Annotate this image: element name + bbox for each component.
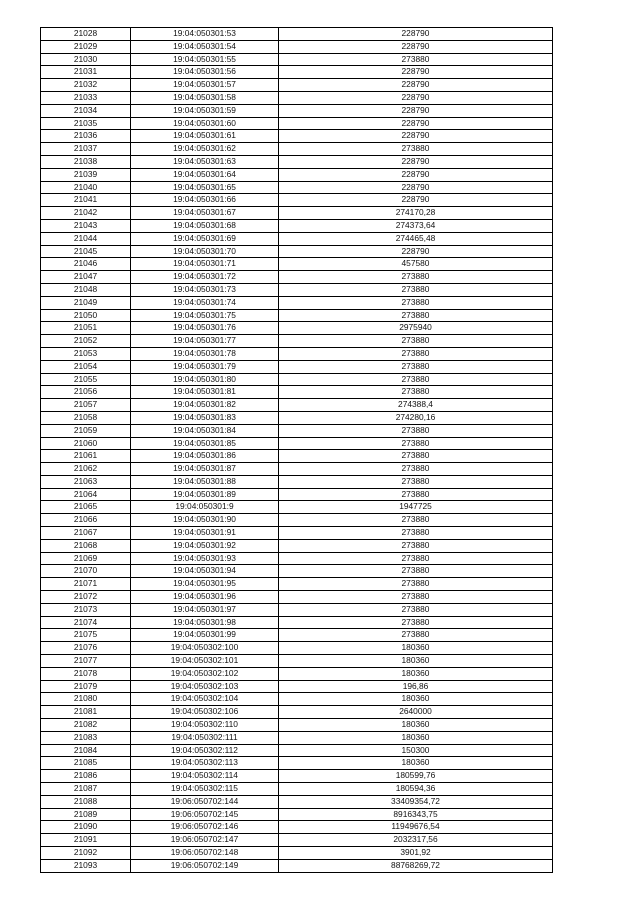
table-row: [41, 783, 553, 796]
row-number-cell: 21034: [41, 104, 131, 117]
value-cell: 273880: [279, 578, 553, 591]
cadastral-number-cell: 19:04:050301:86: [131, 450, 279, 463]
row-number-cell: 21049: [41, 296, 131, 309]
table-row: [41, 539, 553, 552]
cadastral-number-cell: 19:04:050302:101: [131, 655, 279, 668]
cadastral-number-cell: 19:06:050702:146: [131, 821, 279, 834]
row-number-cell: 21082: [41, 719, 131, 732]
row-number-cell: 21093: [41, 859, 131, 872]
row-number-cell: 21066: [41, 514, 131, 527]
table-row: [41, 437, 553, 450]
cadastral-number-cell: 19:04:050301:90: [131, 514, 279, 527]
cadastral-number-cell: 19:04:050301:95: [131, 578, 279, 591]
value-cell: 273880: [279, 463, 553, 476]
table-row: [41, 232, 553, 245]
row-number-cell: 21040: [41, 181, 131, 194]
cadastral-number-cell: 19:04:050302:106: [131, 706, 279, 719]
row-number-cell: 21042: [41, 207, 131, 220]
value-cell: 273880: [279, 360, 553, 373]
value-cell: 88768269,72: [279, 859, 553, 872]
row-number-cell: 21059: [41, 424, 131, 437]
row-number-cell: 21086: [41, 770, 131, 783]
row-number-cell: 21069: [41, 552, 131, 565]
row-number-cell: 21065: [41, 501, 131, 514]
cadastral-number-cell: 19:04:050301:64: [131, 168, 279, 181]
row-number-cell: 21084: [41, 744, 131, 757]
row-number-cell: 21058: [41, 411, 131, 424]
table-row: [41, 360, 553, 373]
value-cell: 273880: [279, 373, 553, 386]
cadastral-number-cell: 19:04:050301:60: [131, 117, 279, 130]
table-row: [41, 322, 553, 335]
value-cell: 273880: [279, 283, 553, 296]
cadastral-number-cell: 19:04:050301:63: [131, 155, 279, 168]
table-row: [41, 642, 553, 655]
cadastral-number-cell: 19:04:050301:62: [131, 143, 279, 156]
row-number-cell: 21030: [41, 53, 131, 66]
table-row: [41, 475, 553, 488]
row-number-cell: 21035: [41, 117, 131, 130]
cadastral-number-cell: 19:04:050301:91: [131, 527, 279, 540]
row-number-cell: 21048: [41, 283, 131, 296]
cadastral-number-cell: 19:04:050301:59: [131, 104, 279, 117]
cadastral-number-cell: 19:06:050702:148: [131, 847, 279, 860]
value-cell: 273880: [279, 347, 553, 360]
table-row: [41, 283, 553, 296]
table-row: [41, 693, 553, 706]
cadastral-number-cell: 19:04:050301:65: [131, 181, 279, 194]
table-row: [41, 91, 553, 104]
row-number-cell: 21071: [41, 578, 131, 591]
row-number-cell: 21029: [41, 40, 131, 53]
table-row: [41, 28, 553, 41]
row-number-cell: 21053: [41, 347, 131, 360]
value-cell: 3901,92: [279, 847, 553, 860]
cadastral-number-cell: 19:04:050301:99: [131, 629, 279, 642]
value-cell: 33409354,72: [279, 795, 553, 808]
table-row: [41, 463, 553, 476]
row-number-cell: 21079: [41, 680, 131, 693]
row-number-cell: 21080: [41, 693, 131, 706]
cadastral-number-cell: 19:04:050301:56: [131, 66, 279, 79]
cadastral-number-cell: 19:06:050702:144: [131, 795, 279, 808]
row-number-cell: 21054: [41, 360, 131, 373]
cadastral-number-cell: 19:04:050301:70: [131, 245, 279, 258]
row-number-cell: 21032: [41, 79, 131, 92]
table-row: [41, 834, 553, 847]
row-number-cell: 21047: [41, 271, 131, 284]
value-cell: 273880: [279, 552, 553, 565]
cadastral-number-cell: 19:04:050301:93: [131, 552, 279, 565]
value-cell: 8916343,75: [279, 808, 553, 821]
table-row: [41, 168, 553, 181]
table-row: [41, 795, 553, 808]
value-cell: 228790: [279, 79, 553, 92]
table-row: [41, 207, 553, 220]
value-cell: 228790: [279, 245, 553, 258]
value-cell: 273880: [279, 296, 553, 309]
table-row: [41, 629, 553, 642]
value-cell: 180360: [279, 655, 553, 668]
cadastral-number-cell: 19:04:050302:100: [131, 642, 279, 655]
value-cell: 2640000: [279, 706, 553, 719]
value-cell: 273880: [279, 424, 553, 437]
row-number-cell: 21085: [41, 757, 131, 770]
row-number-cell: 21077: [41, 655, 131, 668]
row-number-cell: 21063: [41, 475, 131, 488]
row-number-cell: 21083: [41, 731, 131, 744]
table-row: [41, 104, 553, 117]
row-number-cell: 21060: [41, 437, 131, 450]
cadastral-number-cell: 19:04:050301:94: [131, 565, 279, 578]
cadastral-number-cell: 19:04:050301:71: [131, 258, 279, 271]
table-row: [41, 53, 553, 66]
table-row: [41, 66, 553, 79]
row-number-cell: 21075: [41, 629, 131, 642]
row-number-cell: 21055: [41, 373, 131, 386]
row-number-cell: 21033: [41, 91, 131, 104]
row-number-cell: 21051: [41, 322, 131, 335]
value-cell: 180360: [279, 667, 553, 680]
cadastral-number-cell: 19:04:050301:96: [131, 591, 279, 604]
cadastral-number-cell: 19:04:050301:77: [131, 335, 279, 348]
value-cell: 273880: [279, 591, 553, 604]
value-cell: 228790: [279, 91, 553, 104]
value-cell: 150300: [279, 744, 553, 757]
table-row: [41, 501, 553, 514]
cadastral-number-cell: 19:04:050301:98: [131, 616, 279, 629]
cadastral-number-cell: 19:04:050301:61: [131, 130, 279, 143]
table-row: [41, 424, 553, 437]
cadastral-number-cell: 19:06:050702:147: [131, 834, 279, 847]
row-number-cell: 21092: [41, 847, 131, 860]
table-row: [41, 552, 553, 565]
value-cell: 180360: [279, 693, 553, 706]
value-cell: 274170,28: [279, 207, 553, 220]
table-row: [41, 450, 553, 463]
cadastral-value-table: [40, 27, 553, 873]
row-number-cell: 21068: [41, 539, 131, 552]
value-cell: 228790: [279, 194, 553, 207]
value-cell: 273880: [279, 616, 553, 629]
value-cell: 457580: [279, 258, 553, 271]
table-row: [41, 309, 553, 322]
row-number-cell: 21090: [41, 821, 131, 834]
table-row: [41, 527, 553, 540]
cadastral-number-cell: 19:04:050301:58: [131, 91, 279, 104]
table-row: [41, 821, 553, 834]
row-number-cell: 21081: [41, 706, 131, 719]
table-row: [41, 655, 553, 668]
row-number-cell: 21043: [41, 219, 131, 232]
row-number-cell: 21039: [41, 168, 131, 181]
value-cell: 274280,16: [279, 411, 553, 424]
row-number-cell: 21062: [41, 463, 131, 476]
value-cell: 228790: [279, 28, 553, 41]
row-number-cell: 21028: [41, 28, 131, 41]
row-number-cell: 21031: [41, 66, 131, 79]
value-cell: 2032317,56: [279, 834, 553, 847]
table-row: [41, 399, 553, 412]
cadastral-number-cell: 19:04:050301:67: [131, 207, 279, 220]
cadastral-number-cell: 19:04:050301:72: [131, 271, 279, 284]
row-number-cell: 21056: [41, 386, 131, 399]
table-row: [41, 808, 553, 821]
cadastral-number-cell: 19:04:050301:97: [131, 603, 279, 616]
value-cell: 228790: [279, 181, 553, 194]
value-cell: 274465,48: [279, 232, 553, 245]
cadastral-number-cell: 19:04:050302:102: [131, 667, 279, 680]
cadastral-number-cell: 19:04:050302:110: [131, 719, 279, 732]
value-cell: 273880: [279, 629, 553, 642]
row-number-cell: 21050: [41, 309, 131, 322]
cadastral-number-cell: 19:04:050302:111: [131, 731, 279, 744]
table-row: [41, 258, 553, 271]
cadastral-number-cell: 19:04:050301:55: [131, 53, 279, 66]
row-number-cell: 21067: [41, 527, 131, 540]
row-number-cell: 21046: [41, 258, 131, 271]
cadastral-number-cell: 19:04:050301:75: [131, 309, 279, 322]
value-cell: 273880: [279, 539, 553, 552]
value-cell: 228790: [279, 168, 553, 181]
cadastral-number-cell: 19:06:050702:149: [131, 859, 279, 872]
table-row: [41, 335, 553, 348]
table-row: [41, 744, 553, 757]
table-row: [41, 770, 553, 783]
table-row: [41, 245, 553, 258]
row-number-cell: 21045: [41, 245, 131, 258]
table-row: [41, 488, 553, 501]
table-row: [41, 565, 553, 578]
row-number-cell: 21091: [41, 834, 131, 847]
cadastral-number-cell: 19:04:050301:82: [131, 399, 279, 412]
value-cell: 273880: [279, 488, 553, 501]
value-cell: 1947725: [279, 501, 553, 514]
cadastral-number-cell: 19:04:050301:57: [131, 79, 279, 92]
row-number-cell: 21072: [41, 591, 131, 604]
table-row: [41, 667, 553, 680]
value-cell: 228790: [279, 40, 553, 53]
value-cell: 196,86: [279, 680, 553, 693]
table-row: [41, 847, 553, 860]
cadastral-number-cell: 19:04:050301:9: [131, 501, 279, 514]
value-cell: 273880: [279, 271, 553, 284]
row-number-cell: 21064: [41, 488, 131, 501]
value-cell: 274388,4: [279, 399, 553, 412]
value-cell: 228790: [279, 155, 553, 168]
value-cell: 273880: [279, 437, 553, 450]
cadastral-number-cell: 19:04:050301:69: [131, 232, 279, 245]
cadastral-number-cell: 19:04:050301:87: [131, 463, 279, 476]
row-number-cell: 21070: [41, 565, 131, 578]
row-number-cell: 21061: [41, 450, 131, 463]
row-number-cell: 21073: [41, 603, 131, 616]
value-cell: 2975940: [279, 322, 553, 335]
table-row: [41, 578, 553, 591]
cadastral-number-cell: 19:04:050301:85: [131, 437, 279, 450]
table-row: [41, 40, 553, 53]
table-row: [41, 386, 553, 399]
value-cell: 180360: [279, 642, 553, 655]
row-number-cell: 21057: [41, 399, 131, 412]
table-row: [41, 616, 553, 629]
value-cell: 228790: [279, 117, 553, 130]
cadastral-number-cell: 19:04:050301:78: [131, 347, 279, 360]
cadastral-number-cell: 19:04:050302:103: [131, 680, 279, 693]
value-cell: 228790: [279, 130, 553, 143]
row-number-cell: 21076: [41, 642, 131, 655]
value-cell: 273880: [279, 565, 553, 578]
row-number-cell: 21088: [41, 795, 131, 808]
row-number-cell: 21089: [41, 808, 131, 821]
cadastral-number-cell: 19:04:050301:80: [131, 373, 279, 386]
value-cell: 273880: [279, 143, 553, 156]
value-cell: 273880: [279, 386, 553, 399]
row-number-cell: 21037: [41, 143, 131, 156]
table-row: [41, 591, 553, 604]
table-row: [41, 680, 553, 693]
value-cell: 273880: [279, 475, 553, 488]
value-cell: 273880: [279, 335, 553, 348]
value-cell: 11949676,54: [279, 821, 553, 834]
row-number-cell: 21087: [41, 783, 131, 796]
value-cell: 273880: [279, 527, 553, 540]
cadastral-number-cell: 19:04:050301:92: [131, 539, 279, 552]
table-row: [41, 181, 553, 194]
row-number-cell: 21074: [41, 616, 131, 629]
table-row: [41, 347, 553, 360]
table-row: [41, 194, 553, 207]
table-row: [41, 514, 553, 527]
table-row: [41, 271, 553, 284]
value-cell: 180594,36: [279, 783, 553, 796]
table-row: [41, 130, 553, 143]
table-row: [41, 859, 553, 872]
table-row: [41, 155, 553, 168]
table-row: [41, 757, 553, 770]
table-row: [41, 411, 553, 424]
table-row: [41, 719, 553, 732]
cadastral-number-cell: 19:04:050301:81: [131, 386, 279, 399]
cadastral-number-cell: 19:06:050702:145: [131, 808, 279, 821]
cadastral-number-cell: 19:04:050302:113: [131, 757, 279, 770]
cadastral-number-cell: 19:04:050301:84: [131, 424, 279, 437]
row-number-cell: 21078: [41, 667, 131, 680]
table-row: [41, 706, 553, 719]
value-cell: 180599,76: [279, 770, 553, 783]
cadastral-number-cell: 19:04:050301:73: [131, 283, 279, 296]
cadastral-number-cell: 19:04:050302:104: [131, 693, 279, 706]
value-cell: 180360: [279, 731, 553, 744]
cadastral-number-cell: 19:04:050301:88: [131, 475, 279, 488]
table-row: [41, 731, 553, 744]
table-row: [41, 603, 553, 616]
value-cell: 274373,64: [279, 219, 553, 232]
value-cell: 273880: [279, 603, 553, 616]
value-cell: 273880: [279, 450, 553, 463]
value-cell: 180360: [279, 757, 553, 770]
cadastral-number-cell: 19:04:050301:89: [131, 488, 279, 501]
cadastral-number-cell: 19:04:050302:114: [131, 770, 279, 783]
cadastral-number-cell: 19:04:050301:74: [131, 296, 279, 309]
row-number-cell: 21036: [41, 130, 131, 143]
cadastral-number-cell: 19:04:050301:68: [131, 219, 279, 232]
row-number-cell: 21052: [41, 335, 131, 348]
table-row: [41, 219, 553, 232]
table-body: [41, 28, 553, 873]
cadastral-number-cell: 19:04:050301:76: [131, 322, 279, 335]
row-number-cell: 21044: [41, 232, 131, 245]
value-cell: 228790: [279, 104, 553, 117]
table-row: [41, 79, 553, 92]
cadastral-number-cell: 19:04:050302:112: [131, 744, 279, 757]
table-row: [41, 296, 553, 309]
cadastral-number-cell: 19:04:050301:79: [131, 360, 279, 373]
cadastral-number-cell: 19:04:050302:115: [131, 783, 279, 796]
value-cell: 273880: [279, 53, 553, 66]
value-cell: 273880: [279, 514, 553, 527]
row-number-cell: 21038: [41, 155, 131, 168]
cadastral-number-cell: 19:04:050301:66: [131, 194, 279, 207]
table-row: [41, 373, 553, 386]
cadastral-number-cell: 19:04:050301:53: [131, 28, 279, 41]
table-row: [41, 143, 553, 156]
cadastral-number-cell: 19:04:050301:83: [131, 411, 279, 424]
value-cell: 228790: [279, 66, 553, 79]
value-cell: 180360: [279, 719, 553, 732]
row-number-cell: 21041: [41, 194, 131, 207]
table-row: [41, 117, 553, 130]
cadastral-number-cell: 19:04:050301:54: [131, 40, 279, 53]
value-cell: 273880: [279, 309, 553, 322]
